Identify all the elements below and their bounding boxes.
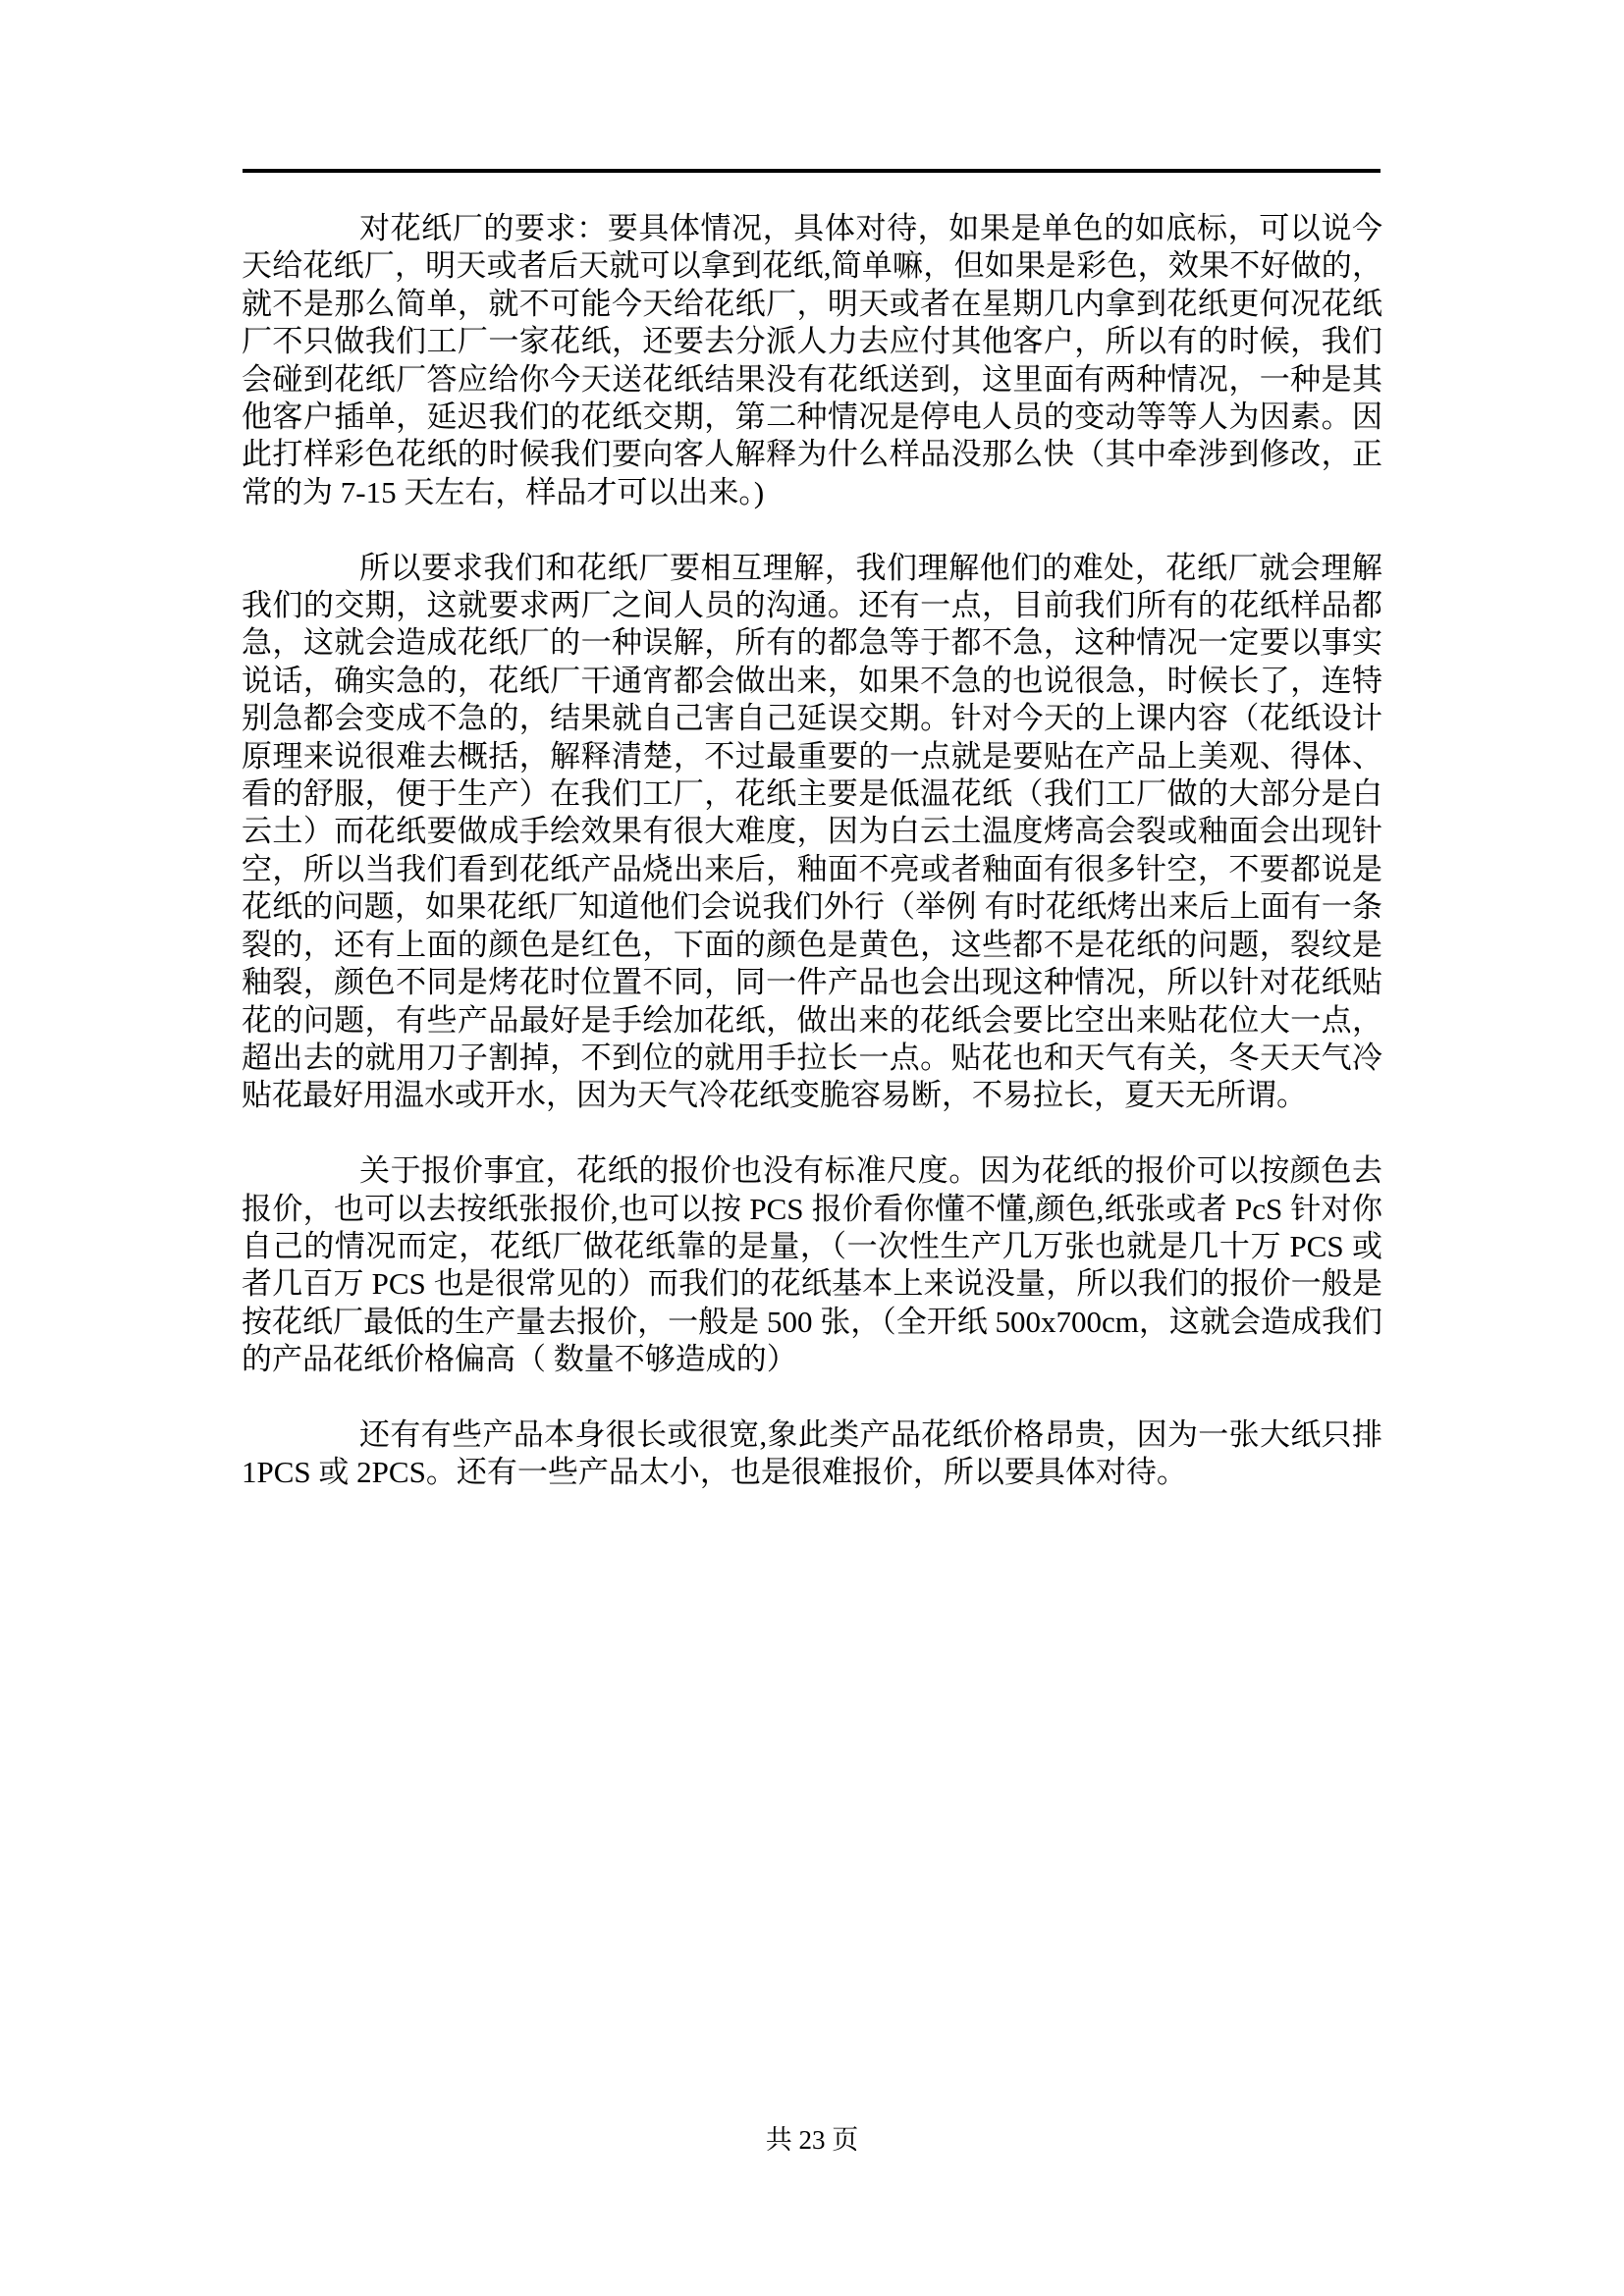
page-footer: 共 23 页 xyxy=(765,2125,859,2155)
body-paragraph: 对花纸厂的要求：要具体情况，具体对待，如果是单色的如底标，可以说今天给花纸厂，明天或者后天就可以拿到花纸,简单嘛，但如果是彩色，效果不好做的，就不是那么简单，就不可能今天给花纸厂，明天或者在星期几内拿到花纸更何况花纸厂不只做我们工厂一家花纸，还要去分派人力去应付其他客户，所以有的时候，我们会碰到花纸厂答应给你今天送花纸结果没有花纸送到，这里面有两种情况，一种是其他客户插单，延迟我们的花纸交期，第二种情况是停电人员的变动等等人为因素。因此打样彩色花纸的时候我们要向客人解释为什么样品没那么快（其中牵涉到修改，正常的为 7-15 天左右，样品才可以出来。) xyxy=(242,211,1382,509)
header-divider-rule xyxy=(243,169,1380,173)
body-paragraph: 还有有些产品本身很长或很宽,象此类产品花纸价格昂贵，因为一张大纸只排 1PCS 或 2PCS。还有一些产品太小，也是很难报价，所以要具体对待。 xyxy=(242,1416,1382,1490)
body-paragraph: 关于报价事宜，花纸的报价也没有标准尺度。因为花纸的报价可以按颜色去报价，也可以去按纸张报价,也可以按 PCS 报价看你懂不懂,颜色,纸张或者 PcS 针对你自己的情况而定，花纸厂做花纸靠的是量，（一次性生产几万张也就是几十万 PCS 或者几百万 PCS 也是很常见的）而我们的花纸基本上来说没量，所以我们的报价一般是按花纸厂最低的生产量去报价，一般是 500 张，（全开纸 500x700cm，这就会造成我们的产品花纸价格偏高（ 数量不够造成的） xyxy=(242,1153,1382,1377)
document-body xyxy=(242,210,1382,1492)
body-paragraph: 所以要求我们和花纸厂要相互理解，我们理解他们的难处，花纸厂就会理解我们的交期，这就要求两厂之间人员的沟通。还有一点，目前我们所有的花纸样品都急，这就会造成花纸厂的一种误解，所有的都急等于都不急，这种情况一定要以事实说话，确实急的，花纸厂干通宵都会做出来，如果不急的也说很急，时候长了，连特别急都会变成不急的，结果就自己害自己延误交期。针对今天的上课内容（花纸设计原理来说很难去概括，解释清楚，不过最重要的一点就是要贴在产品上美观、得体、看的舒服，便于生产）在我们工厂，花纸主要是低温花纸（我们工厂做的大部分是白云土）而花纸要做成手绘效果有很大难度，因为白云土温度烤高会裂或釉面会出现针空，所以当我们看到花纸产品烧出来后，釉面不亮或者釉面有很多针空，不要都说是花纸的问题，如果花纸厂知道他们会说我们外行（举例 有时花纸烤出来后上面有一条裂的，还有上面的颜色是红色，下面的颜色是黄色，这些都不是花纸的问题，裂纹是釉裂，颜色不同是烤花时位置不同，同一件产品也会出现这种情况，所以针对花纸贴花的问题，有些产品最好是手绘加花纸，做出来的花纸会要比空出来贴花位大一点，超出去的就用刀子割掉，不到位的就用手拉长一点。贴花也和天气有关，冬天天气冷贴花最好用温水或开水，因为天气冷花纸变脆容易断，不易拉长，夏天无所谓。 xyxy=(242,550,1382,1113)
